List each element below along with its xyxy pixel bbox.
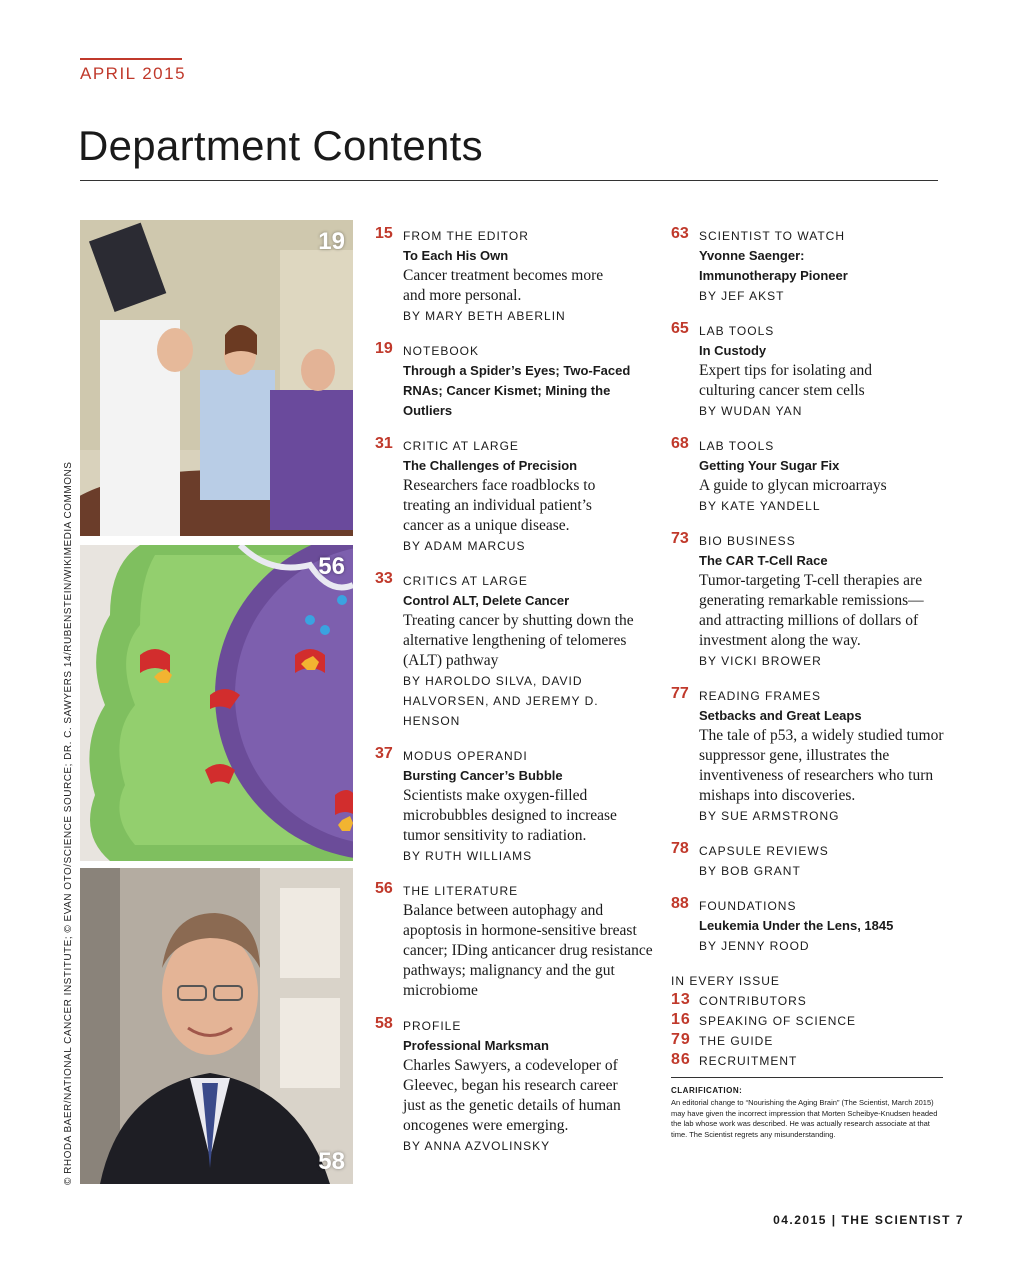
every-issue-item[interactable] [671,991,946,1011]
every-issue-label: THE GUIDE [699,1034,774,1048]
page-number: 16 [671,1011,691,1028]
contents-entry[interactable] [671,841,946,881]
entry-headline: Yvonne Saenger: Immunotherapy Pioneer [699,248,848,283]
entry-description: Charles Sawyers, a codeveloper of Gleevec, began his research career just as the genetic details of human oncogenes were emerging. [403,1057,621,1134]
page-number: 77 [671,685,689,702]
issue-date: APRIL 2015 [80,64,187,83]
every-issue-label: RECRUITMENT [699,1054,798,1068]
contents-entry[interactable] [671,686,946,826]
page-number: 56 [375,880,393,897]
section-label: THE LITERATURE [403,884,519,898]
contents-entry[interactable] [375,341,655,421]
entry-headline: In Custody [699,343,767,358]
entry-byline: BY ANNA AZVOLINSKY [403,1139,551,1153]
entry-byline: BY RUTH WILLIAMS [403,849,533,863]
entry-description: A guide to glycan microarrays [699,477,887,494]
section-label: CRITICS AT LARGE [403,574,528,588]
section-label: NOTEBOOK [403,344,480,358]
page-number: 73 [671,530,689,547]
contents-entry[interactable] [671,226,946,306]
every-issue-label: CONTRIBUTORS [699,994,807,1008]
entry-headline: Getting Your Sugar Fix [699,458,840,473]
entry-description: Expert tips for isolating and culturing cancer stem cells [699,362,873,399]
entry-description: The tale of p53, a widely studied tumor suppressor gene, illustrates the inventiveness of researchers who turn mishaps into discoveries. [699,727,944,804]
every-issue-item[interactable] [671,1031,946,1051]
photo-portrait [80,868,353,1184]
entry-description: Cancer treatment becomes more and more personal. [403,267,604,304]
clarification-heading: CLARIFICATION: [671,1086,743,1095]
every-issue-item[interactable] [671,1051,946,1071]
page-number: 63 [671,225,689,242]
entry-headline: Control ALT, Delete Cancer [403,593,570,608]
contents-column-1 [375,226,655,1171]
every-issue-item[interactable] [671,1011,946,1031]
section-label: CAPSULE REVIEWS [699,844,829,858]
header-accent-line [80,58,182,60]
page-footer: 04.2015 | THE SCIENTIST 7 [773,1213,964,1227]
page-number: 79 [671,1031,691,1048]
title-rule [80,180,938,181]
entry-headline: Leukemia Under the Lens, 1845 [699,918,894,933]
entry-byline: BY ADAM MARCUS [403,539,526,553]
contents-entry[interactable] [671,896,946,956]
entry-byline: BY KATE YANDELL [699,499,821,513]
photo-page-number: 58 [318,1148,345,1175]
entry-byline: BY VICKI BROWER [699,654,822,668]
contents-entry[interactable] [375,746,655,866]
every-issue-heading: IN EVERY ISSUE [671,974,780,988]
entry-byline: BY JEF AKST [699,289,785,303]
page-number: 15 [375,225,393,242]
entry-headline: Through a Spider’s Eyes; Two-Faced RNAs; Cancer Kismet; Mining the Outliers [403,363,631,418]
clarification-text: An editorial change to “Nourishing the Aging Brain” (The Scientist, March 2015) may have given the incorrect impression that Morten Scheibye-Knudsen headed the lab whose work was described. He was actually research associate at that time. The Scientist regrets any misunderstanding. [671,1098,938,1139]
page-number: 86 [671,1051,691,1068]
page-number: 37 [375,745,393,762]
section-label: PROFILE [403,1019,462,1033]
entry-description: Treating cancer by shutting down the alternative lengthening of telomeres (ALT) pathway [403,612,634,669]
entry-headline: Setbacks and Great Leaps [699,708,862,723]
page-number: 19 [375,340,393,357]
contents-entry[interactable] [375,1016,655,1156]
every-issue-section [671,971,946,1071]
contents-entry[interactable] [671,436,946,516]
page-number: 58 [375,1015,393,1032]
page-number: 88 [671,895,689,912]
entry-byline: BY SUE ARMSTRONG [699,809,840,823]
section-label: CRITIC AT LARGE [403,439,519,453]
section-label: LAB TOOLS [699,324,775,338]
section-label: LAB TOOLS [699,439,775,453]
page-number: 68 [671,435,689,452]
entry-headline: The Challenges of Precision [403,458,578,473]
page-number: 31 [375,435,393,452]
section-label: BIO BUSINESS [699,534,796,548]
section-label: SCIENTIST TO WATCH [699,229,846,243]
section-label: FOUNDATIONS [699,899,797,913]
entry-description: Researchers face roadblocks to treating an individual patient’s cancer as a unique disease. [403,477,596,534]
page-number: 33 [375,570,393,587]
contents-entry[interactable] [671,321,946,421]
photo-xray-doctors [80,220,353,536]
contents-column-2 [671,226,946,1140]
photo-page-number: 56 [318,553,345,580]
entry-description: Balance between autophagy and apoptosis in hormone-sensitive breast cancer; IDing anticancer drug resistance pathways; malignancy and the gut microbiome [403,902,653,999]
entry-description: Scientists make oxygen-filled microbubbles designed to increase tumor sensitivity to radiation. [403,787,617,844]
every-issue-label: SPEAKING OF SCIENCE [699,1014,857,1028]
photo-page-number: 19 [318,228,345,255]
contents-entry[interactable] [375,436,655,556]
page-number: 13 [671,991,691,1008]
entry-description: Tumor-targeting T-cell therapies are generating remarkable remissions—and attracting millions of dollars of investment along the way. [699,572,924,649]
entry-headline: The CAR T-Cell Race [699,553,828,568]
photo-cell-illustration [80,545,353,861]
page-number: 65 [671,320,689,337]
entry-byline: BY WUDAN YAN [699,404,803,418]
entry-byline: BY HAROLDO SILVA, DAVID HALVORSEN, AND JEREMY D. HENSON [403,674,599,728]
contents-entry[interactable] [375,226,655,326]
section-label: MODUS OPERANDI [403,749,528,763]
section-label: FROM THE EDITOR [403,229,529,243]
photo-credit: © RHODA BAER/NATIONAL CANCER INSTITUTE; © EVAN OTO/SCIENCE SOURCE; DR. C. SAWYERS 14/RUBENSTEIN/WIKIMEDIA COMMONS [63,461,74,1185]
entry-byline: BY JENNY ROOD [699,939,810,953]
entry-headline: To Each His Own [403,248,509,263]
section-label: READING FRAMES [699,689,822,703]
contents-entry[interactable] [375,881,655,1001]
entry-headline: Professional Marksman [403,1038,549,1053]
entry-byline: BY MARY BETH ABERLIN [403,309,566,323]
clarification-rule [671,1077,943,1078]
contents-entry[interactable] [671,531,946,671]
entry-headline: Bursting Cancer’s Bubble [403,768,563,783]
contents-entry[interactable] [375,571,655,731]
page-title: Department Contents [78,122,483,169]
page-number: 78 [671,840,689,857]
entry-byline: BY BOB GRANT [699,864,801,878]
